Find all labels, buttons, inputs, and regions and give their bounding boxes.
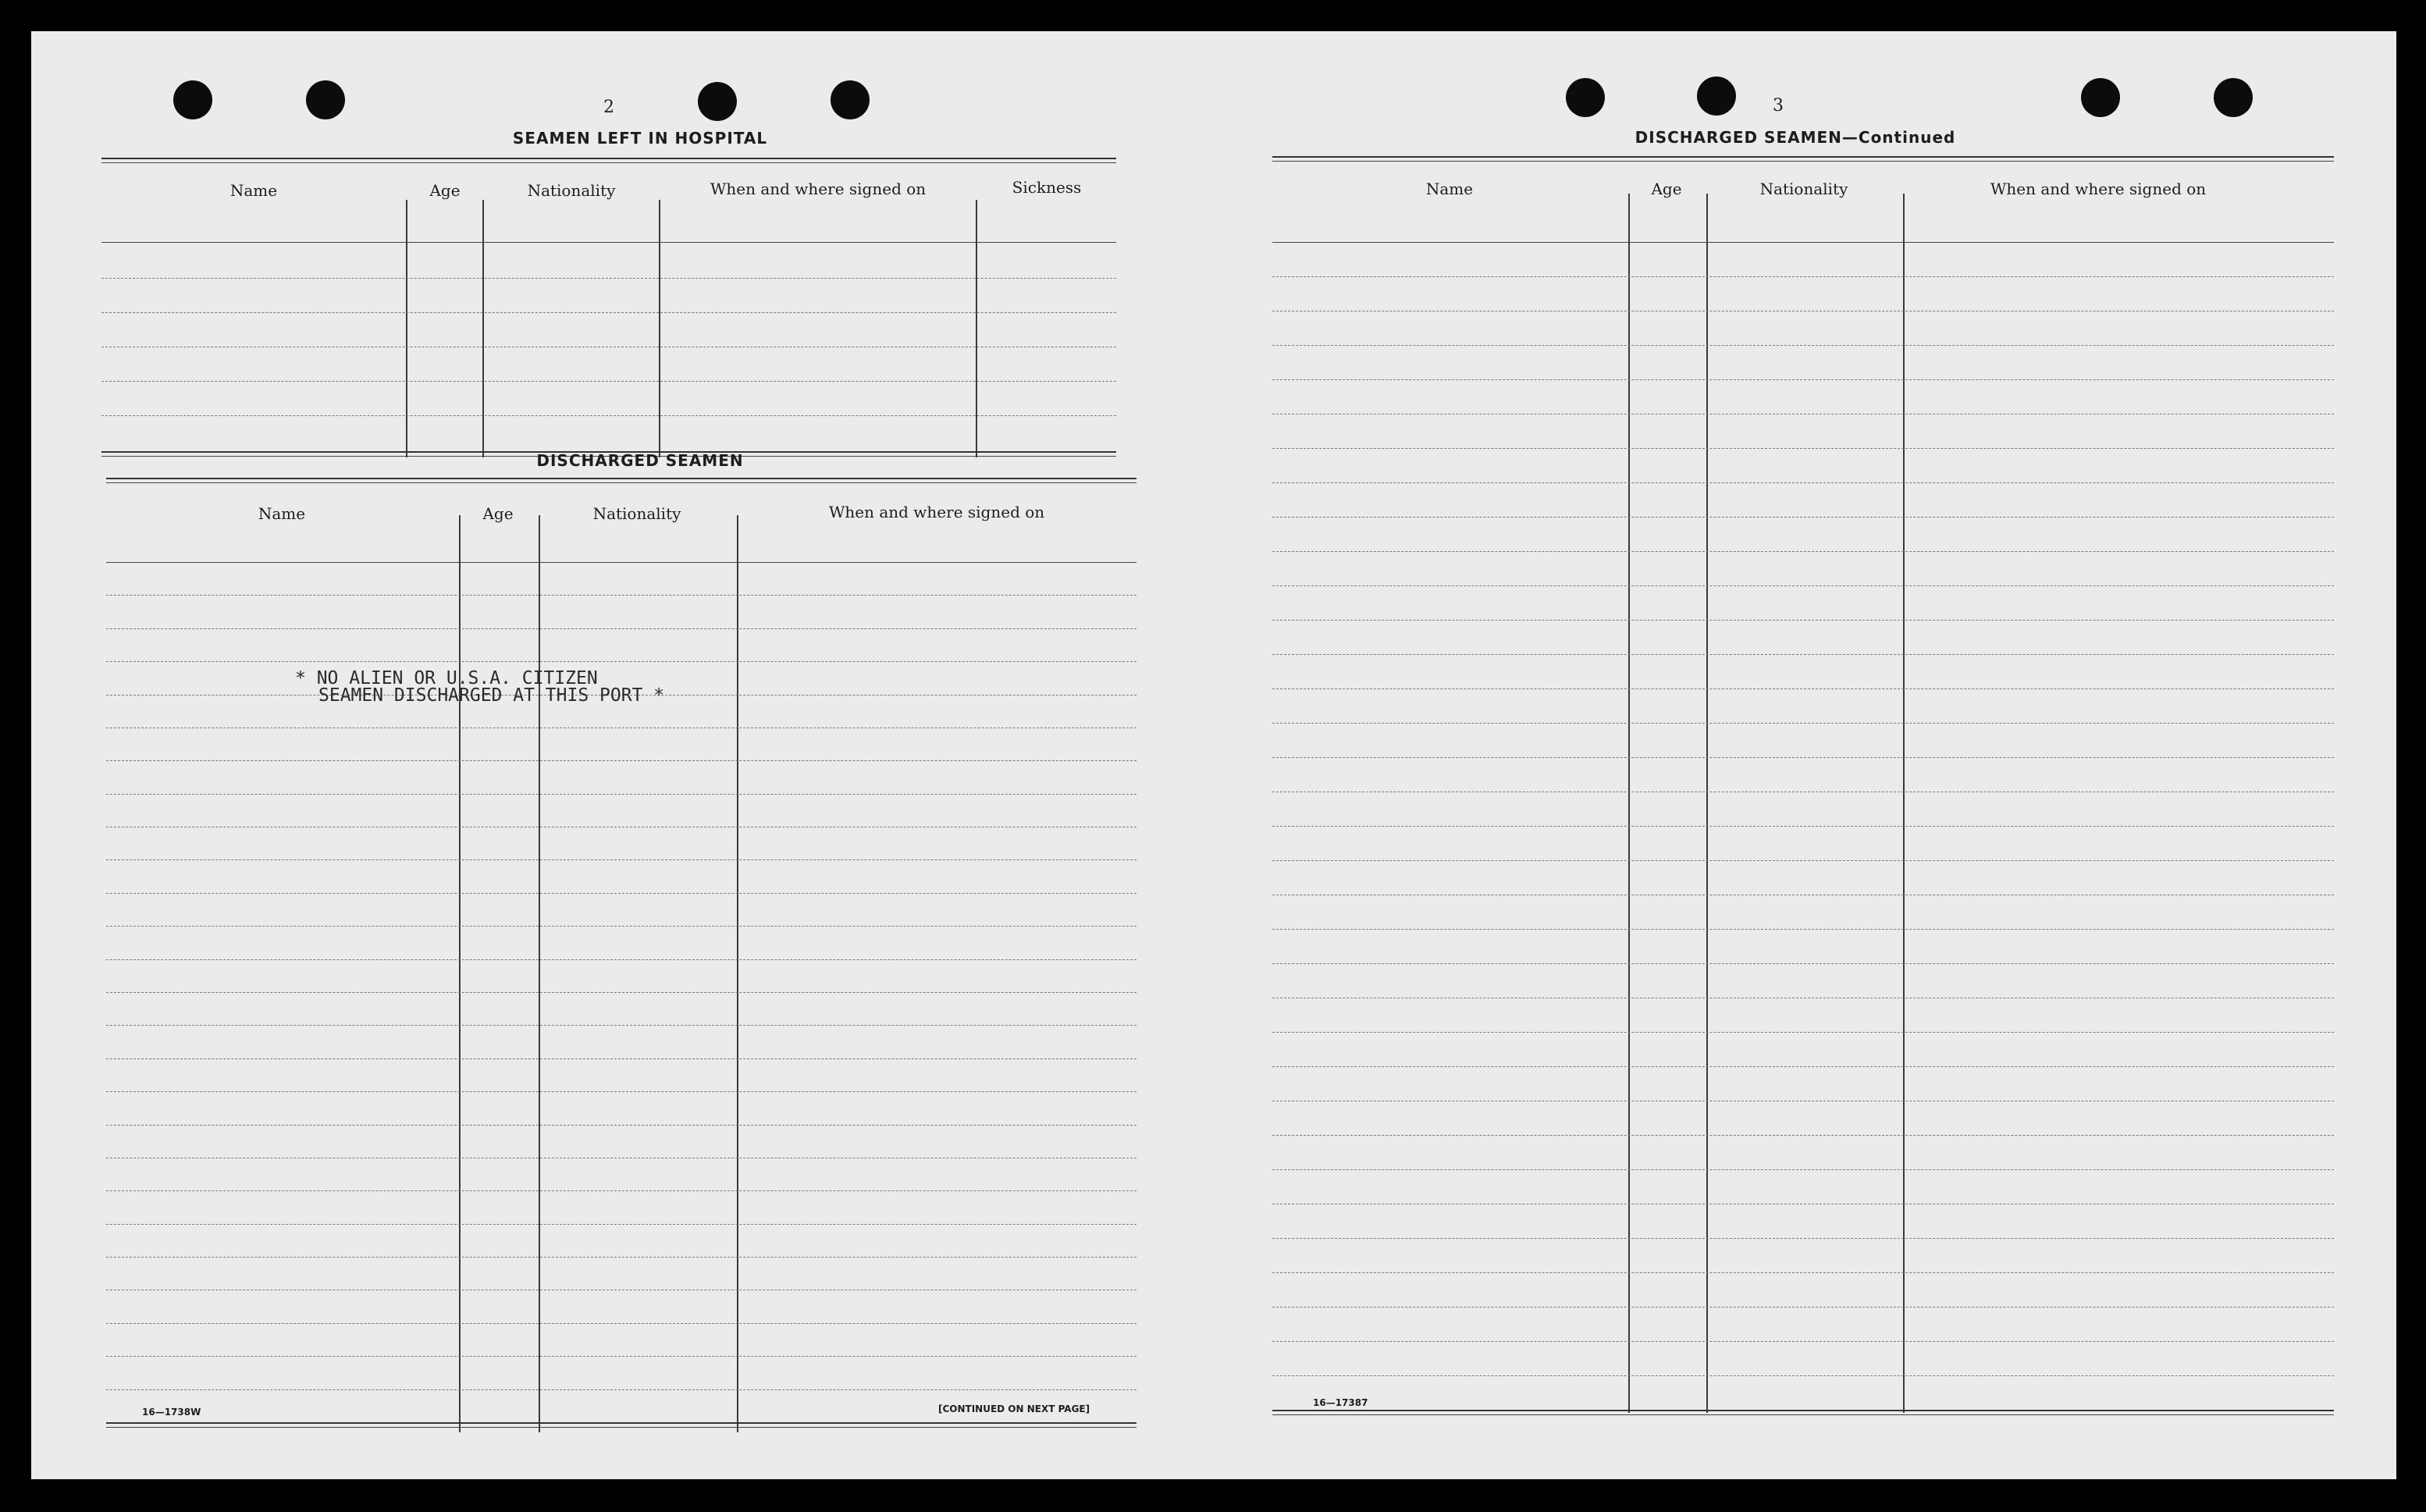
table-row (106, 992, 1137, 993)
table-row (106, 1190, 1137, 1191)
hospital-col-sickness: Sickness (1012, 178, 1082, 197)
typed-stamp-line-1: * NO ALIEN OR U.S.A. CITIZEN (295, 668, 598, 688)
table-row (106, 595, 1137, 596)
table-row (1272, 1135, 2334, 1136)
punch-hole-icon (698, 82, 737, 121)
hospital-col-when-where: When and where signed on (710, 180, 927, 198)
punch-hole-icon (2214, 78, 2253, 117)
hospital-section-title: SEAMEN LEFT IN HOSPITAL (512, 129, 768, 148)
punch-hole-icon (306, 80, 345, 119)
hospital-table (101, 156, 1116, 464)
table-row (106, 760, 1137, 761)
punch-hole-icon (1566, 78, 1605, 117)
discharged-col-nationality: Nationality (592, 504, 681, 523)
table-row (1272, 345, 2334, 346)
continued-note: [CONTINUED ON NEXT PAGE] (938, 1403, 1090, 1414)
table-row (106, 1389, 1137, 1390)
punch-hole-icon (2081, 78, 2120, 117)
discharged-continued-table (1272, 155, 2334, 1421)
table-row (1272, 929, 2334, 930)
table-row (1272, 723, 2334, 724)
hospital-col-name: Name (229, 181, 278, 200)
table-row (1272, 1066, 2334, 1067)
form-number-left: 16—1738W (142, 1407, 201, 1418)
table-row (106, 1025, 1137, 1026)
table-row (1272, 1169, 2334, 1170)
discharged-section-title: DISCHARGED SEAMEN (536, 451, 744, 470)
table-row (1272, 379, 2334, 380)
punch-hole-icon (831, 80, 870, 119)
table-row (1272, 963, 2334, 964)
table-row (106, 1058, 1137, 1059)
form-number-right: 16—17387 (1313, 1397, 1368, 1408)
table-row (106, 893, 1137, 894)
table-row (106, 661, 1137, 662)
typed-stamp-line-2: SEAMEN DISCHARGED AT THIS PORT * (318, 685, 665, 706)
page-number-right: 3 (1773, 96, 1784, 116)
table-row (1272, 482, 2334, 483)
table-row (106, 1257, 1137, 1258)
table-row (106, 926, 1137, 927)
table-row (1272, 654, 2334, 655)
continued-col-when-where: When and where signed on (1990, 180, 2207, 198)
page-number-left: 2 (603, 98, 614, 117)
table-row (1272, 1032, 2334, 1033)
table-row (106, 1356, 1137, 1357)
discharged-col-name: Name (258, 504, 306, 523)
table-row (1272, 860, 2334, 861)
discharged-continued-title: DISCHARGED SEAMEN—Continued (1635, 128, 1956, 147)
discharged-table (106, 476, 1137, 1438)
table-row (1272, 620, 2334, 621)
hospital-col-age: Age (429, 181, 461, 200)
table-row (1272, 1375, 2334, 1376)
table-row (1272, 1272, 2334, 1273)
discharged-col-age: Age (482, 504, 514, 523)
table-row (1272, 757, 2334, 758)
table-row (106, 1323, 1137, 1324)
table-row (106, 959, 1137, 960)
continued-col-nationality: Nationality (1759, 180, 1848, 198)
table-row (1272, 1238, 2334, 1239)
table-row (1272, 826, 2334, 827)
table-row (1272, 585, 2334, 586)
table-row (106, 859, 1137, 860)
table-row (106, 1125, 1137, 1126)
hospital-col-nationality: Nationality (527, 181, 616, 200)
table-row (1272, 276, 2334, 277)
table-row (1272, 1341, 2334, 1342)
table-row (1272, 551, 2334, 552)
document-sheet (31, 31, 2396, 1479)
continued-col-name: Name (1425, 180, 1474, 198)
table-row (1272, 688, 2334, 689)
table-row (106, 628, 1137, 629)
punch-hole-icon (173, 80, 212, 119)
punch-hole-icon (1697, 76, 1736, 116)
table-row (106, 1224, 1137, 1225)
continued-col-age: Age (1651, 180, 1682, 198)
table-row (106, 1091, 1137, 1092)
table-row (1272, 517, 2334, 518)
table-row (106, 794, 1137, 795)
discharged-col-when-where: When and where signed on (828, 503, 1045, 521)
table-row (1272, 448, 2334, 449)
